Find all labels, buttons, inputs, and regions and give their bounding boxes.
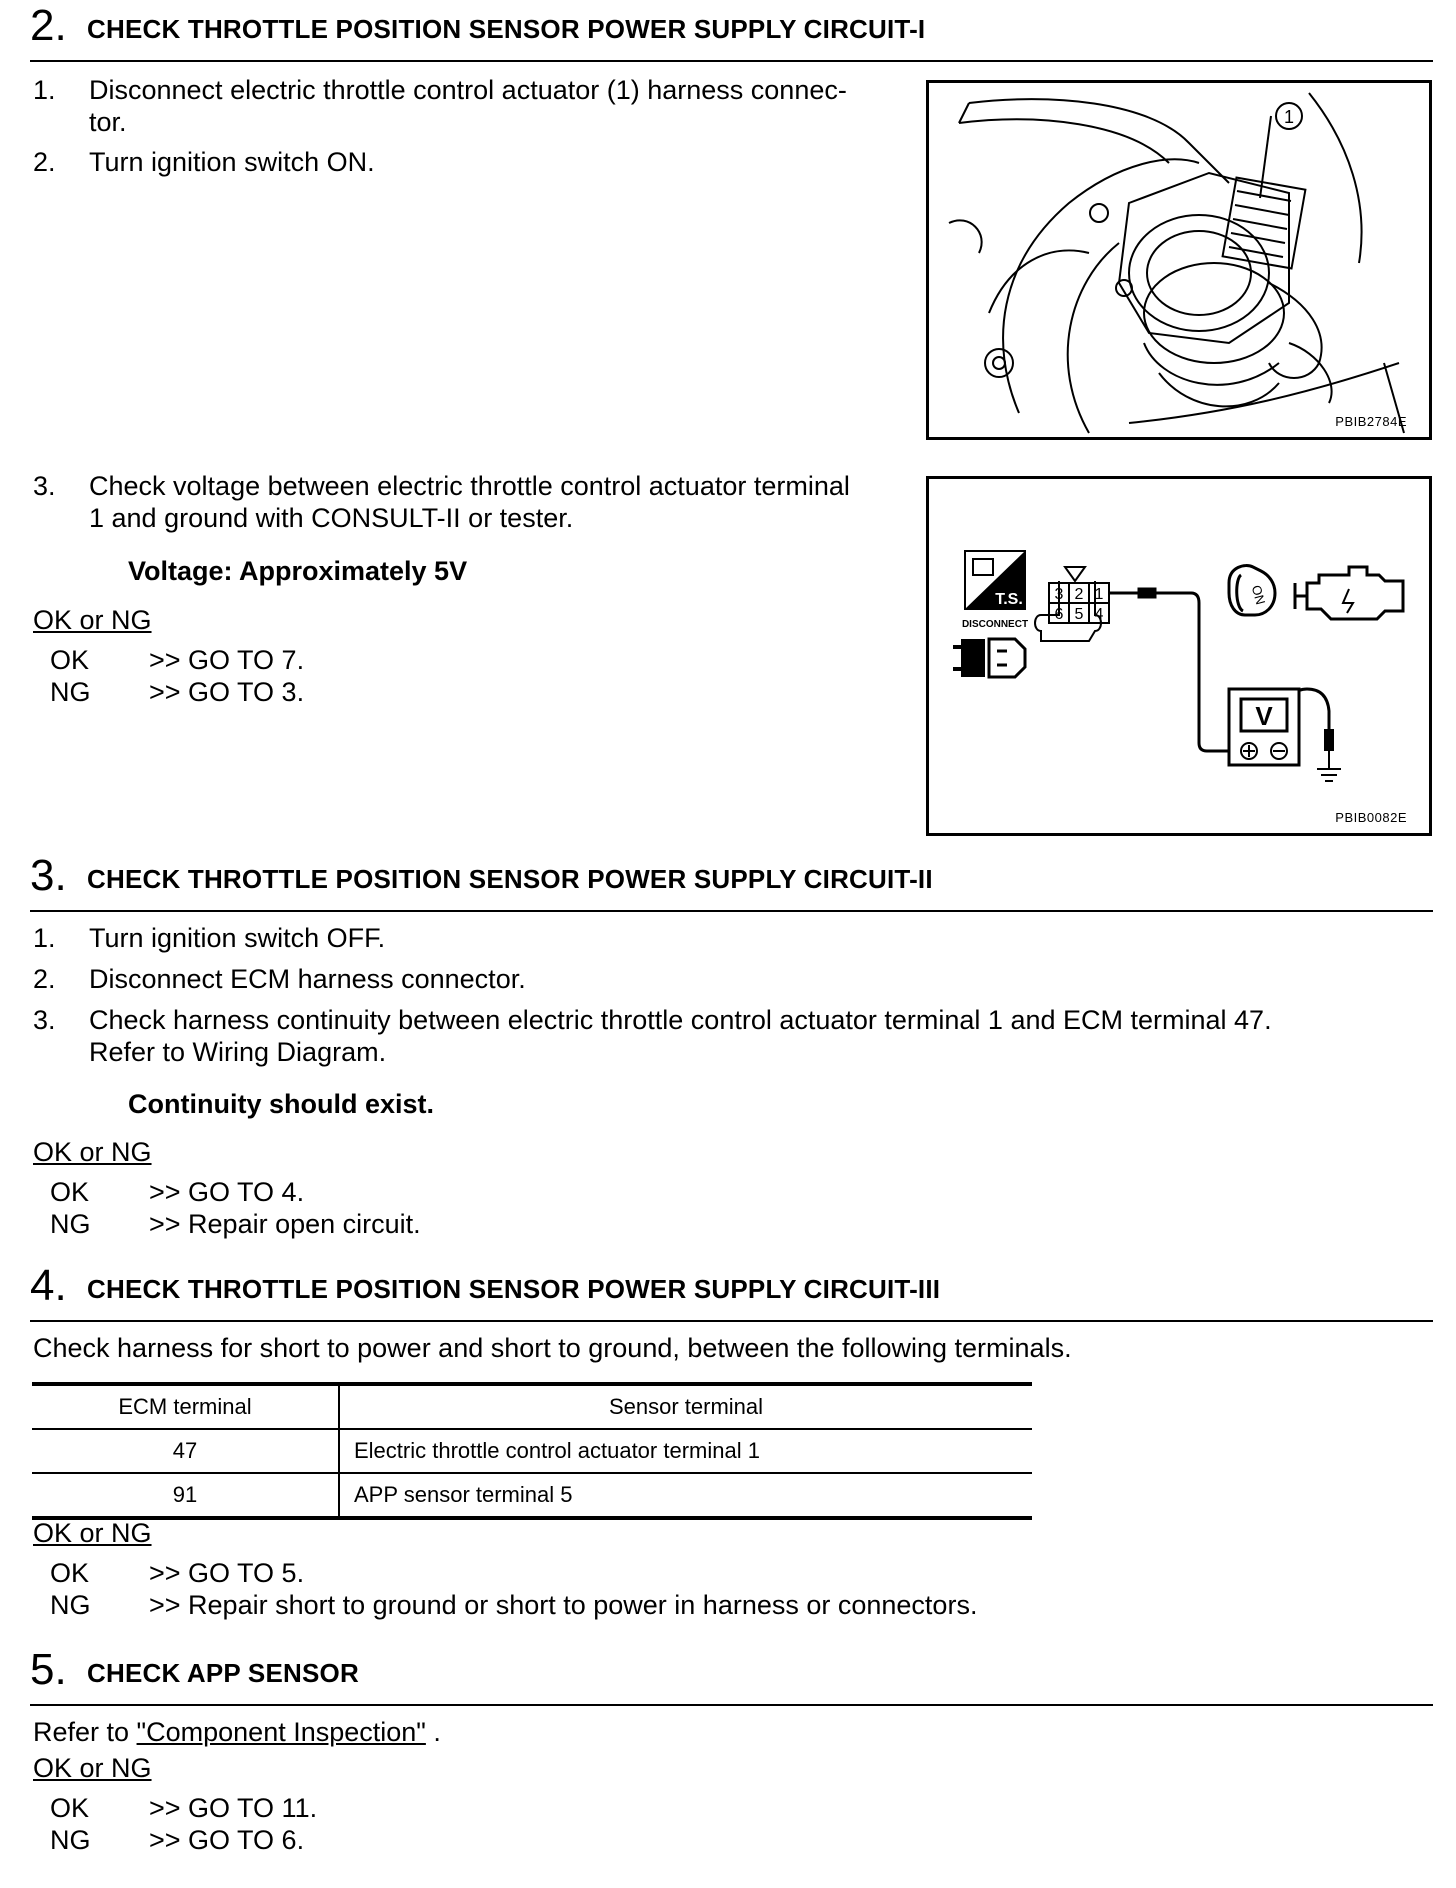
- ignition-key-icon: [1229, 566, 1275, 615]
- ts-label: T.S.: [995, 591, 1023, 608]
- throttle-actuator-figure: [926, 80, 1432, 440]
- list-item-text: Check harness continuity between electric throttle control actuator terminal 1 and ECM terminal 47.: [89, 1005, 1272, 1035]
- spec-text: Voltage: Approximately 5V: [128, 556, 468, 586]
- pin-label: 3: [1054, 586, 1064, 603]
- ok-ng-heading: OK or NG: [33, 1753, 152, 1783]
- step-number: 2.: [30, 1, 67, 50]
- step-2-header: [30, 0, 1433, 62]
- result-action: >> Repair open circuit.: [149, 1209, 421, 1239]
- result-action: >> GO TO 6.: [149, 1825, 305, 1855]
- step-number: 5.: [30, 1645, 67, 1694]
- figure-code: PBIB2784E: [1335, 414, 1407, 429]
- engine-icon: [1295, 567, 1403, 619]
- result-key: NG: [50, 1825, 91, 1855]
- callout-number: 1: [1283, 107, 1295, 127]
- table-header-row: [32, 1384, 1032, 1429]
- ok-ng-heading: OK or NG: [33, 1518, 152, 1548]
- refer-suffix: .: [425, 1717, 441, 1747]
- step-4-header: [30, 1260, 1433, 1322]
- list-item-number: 1.: [33, 75, 56, 105]
- ts-badge: [965, 551, 1025, 609]
- pin-label: 4: [1094, 606, 1104, 623]
- disconnect-icon: [953, 639, 1025, 677]
- result-action: >> GO TO 7.: [149, 645, 305, 675]
- step-intro-text: Check harness for short to power and short to ground, between the following terminals.: [33, 1333, 1072, 1363]
- table-header-sensor: Sensor terminal: [608, 1394, 764, 1419]
- ok-ng-heading: OK or NG: [33, 605, 152, 635]
- pin-label: 2: [1074, 586, 1084, 603]
- component-inspection-link[interactable]: "Component Inspection": [136, 1717, 426, 1747]
- step-number: 3.: [30, 851, 67, 900]
- meter-label: V: [1255, 701, 1273, 731]
- step-title: CHECK THROTTLE POSITION SENSOR POWER SUPPLY CIRCUIT-I: [87, 14, 926, 44]
- result-action: >> GO TO 4.: [149, 1177, 305, 1207]
- step-title: CHECK THROTTLE POSITION SENSOR POWER SUPPLY CIRCUIT-II: [87, 864, 933, 894]
- table-cell: Electric throttle control actuator terminal 1: [354, 1438, 760, 1463]
- spec-text: Continuity should exist.: [128, 1089, 435, 1119]
- voltmeter: [1229, 689, 1299, 765]
- result-action: >> Repair short to ground or short to power in harness or connectors.: [149, 1590, 978, 1620]
- ok-ng-heading: OK or NG: [33, 1137, 152, 1167]
- throttle-actuator-drawing: [929, 83, 1429, 437]
- step-title: CHECK THROTTLE POSITION SENSOR POWER SUPPLY CIRCUIT-III: [87, 1274, 941, 1304]
- result-key: NG: [50, 1590, 91, 1620]
- result-action: >> GO TO 3.: [149, 677, 305, 707]
- list-item-text-cont: tor.: [89, 107, 127, 137]
- refer-prefix: Refer to: [33, 1717, 137, 1747]
- result-key: OK: [50, 1177, 90, 1207]
- list-item-text: Disconnect electric throttle control actuator (1) harness connec-: [89, 75, 847, 105]
- ground-symbol: [1317, 729, 1341, 781]
- list-item-text: Turn ignition switch ON.: [89, 147, 375, 177]
- result-key: OK: [50, 1793, 90, 1823]
- list-item-text: Turn ignition switch OFF.: [89, 923, 386, 953]
- step-5-header: [30, 1644, 1433, 1706]
- terminal-table: [32, 1382, 1032, 1520]
- pin-label: 1: [1094, 586, 1104, 603]
- pin-label: 6: [1054, 606, 1064, 623]
- list-item-text: Check voltage between electric throttle control actuator terminal: [89, 471, 850, 501]
- result-key: NG: [50, 677, 91, 707]
- step-3-header: [30, 850, 1433, 912]
- list-item-text-cont: Refer to Wiring Diagram.: [89, 1037, 387, 1067]
- refer-line: [33, 1716, 441, 1748]
- disconnect-label: DISCONNECT: [961, 619, 1029, 630]
- result-key: OK: [50, 645, 90, 675]
- table-row: [32, 1473, 1032, 1518]
- pin-label: 5: [1074, 606, 1084, 623]
- list-item-text: Disconnect ECM harness connector.: [89, 964, 526, 994]
- voltage-check-diagram: [929, 479, 1429, 833]
- result-action: >> GO TO 11.: [149, 1793, 318, 1823]
- list-item-text-cont: 1 and ground with CONSULT-II or tester.: [89, 503, 574, 533]
- list-item-number: 3.: [33, 471, 56, 501]
- list-item-number: 2.: [33, 964, 56, 994]
- voltage-check-figure: [926, 476, 1432, 836]
- result-key: NG: [50, 1209, 91, 1239]
- list-item-number: 1.: [33, 923, 56, 953]
- figure-code: PBIB0082E: [1335, 810, 1407, 825]
- list-item-number: 3.: [33, 1005, 56, 1035]
- table-row: [32, 1429, 1032, 1473]
- step-number: 4.: [30, 1261, 67, 1310]
- table-cell: APP sensor terminal 5: [354, 1482, 573, 1507]
- result-action: >> GO TO 5.: [149, 1558, 305, 1588]
- harness-connector: [1035, 567, 1109, 641]
- key-on-label: ON: [1248, 583, 1269, 607]
- table-cell: 91: [32, 1473, 339, 1518]
- result-key: OK: [50, 1558, 90, 1588]
- table-header-ecm: ECM terminal: [32, 1384, 339, 1429]
- table-cell: 47: [32, 1429, 339, 1473]
- step-title: CHECK APP SENSOR: [87, 1658, 359, 1688]
- list-item-number: 2.: [33, 147, 56, 177]
